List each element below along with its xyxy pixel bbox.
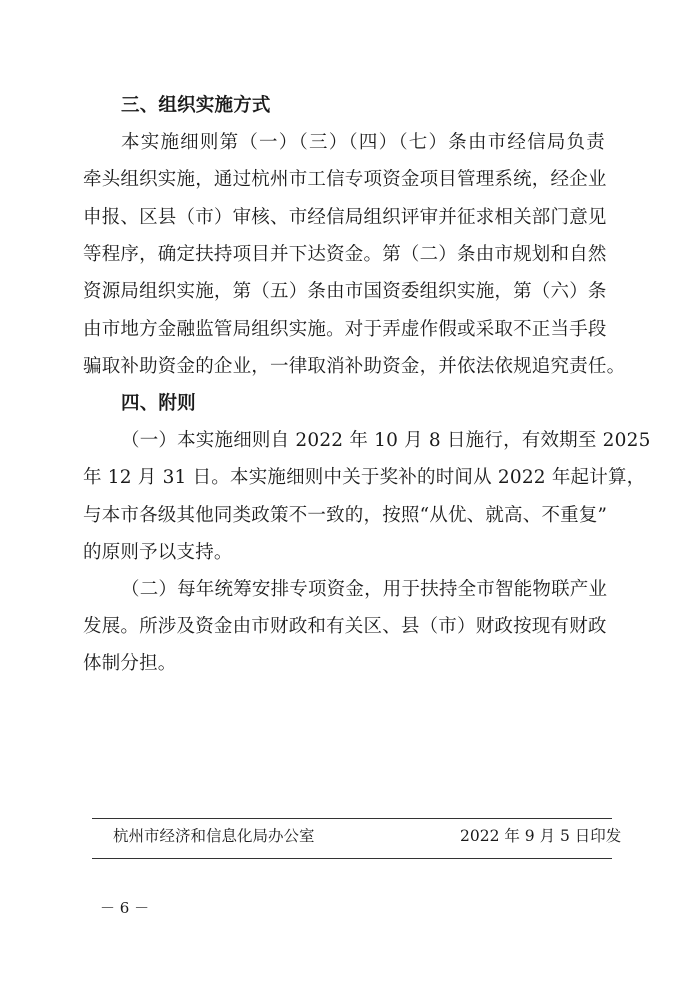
section-3-line-3: 申报、区县（市）审核、市经信局组织评审并征求相关部门意见 [83, 207, 607, 228]
section-3-line-1: 本实施细则第（一）（三）（四）（七）条由市经信局负责 [121, 132, 605, 153]
section-4-para-1-line-3: 与本市各级其他同类政策不一致的，按照“从优、就高、不重复” [83, 505, 608, 526]
page-number: － 6 － [100, 899, 150, 917]
section-3-line-7: 骗取补助资金的企业，一律取消补助资金，并依法依规追究责任。 [83, 356, 626, 377]
section-3-line-5: 资源局组织实施，第（五）条由市国资委组织实施，第（六）条 [83, 281, 607, 302]
section-4-para-1-line-1: （一）本实施细则自 2022 年 10 月 8 日施行，有效期至 2025 [121, 430, 651, 451]
section-4-para-1-line-2: 年 12 月 31 日。本实施细则中关于奖补的时间从 2022 年起计算， [83, 467, 646, 488]
footer-issue-date: 2022 年 9 月 5 日印发 [460, 827, 622, 845]
section-3-heading: 三、组织实施方式 [121, 95, 271, 116]
footer-top-rule [92, 818, 612, 819]
section-4-para-2-line-2: 发展。所涉及资金由市财政和有关区、县（市）财政按现有财政 [83, 616, 607, 637]
section-4-para-2-line-3: 体制分担。 [83, 653, 177, 674]
section-4-para-2-line-1: （二）每年统筹安排专项资金，用于扶持全市智能物联产业 [121, 579, 608, 600]
section-4-heading: 四、附则 [121, 393, 196, 414]
section-3-line-2: 牵头组织实施，通过杭州市工信专项资金项目管理系统，经企业 [83, 169, 607, 190]
section-4-para-1-line-4: 的原则予以支持。 [83, 542, 233, 563]
section-3-line-6: 由市地方金融监管局组织实施。对于弄虚作假或采取不正当手段 [83, 319, 607, 340]
footer-bottom-rule [92, 858, 612, 859]
section-3-line-4: 等程序，确定扶持项目并下达资金。第（二）条由市规划和自然 [83, 244, 607, 265]
footer-issuer: 杭州市经济和信息化局办公室 [113, 827, 315, 845]
